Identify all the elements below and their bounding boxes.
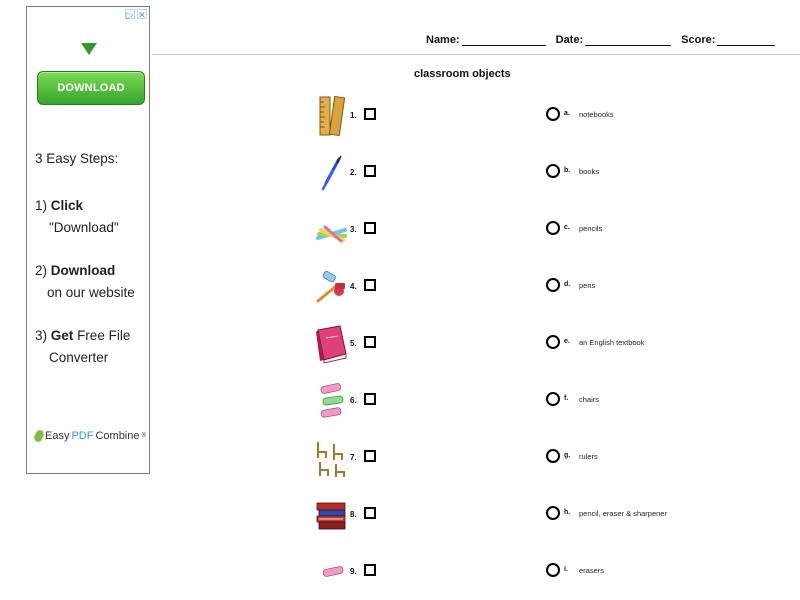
item-number: 8. bbox=[350, 510, 357, 519]
answer-box[interactable] bbox=[364, 222, 376, 234]
step-detail: on our website bbox=[47, 285, 135, 300]
answer-text: pens bbox=[579, 281, 596, 290]
item-number: 9. bbox=[350, 567, 357, 576]
answer-circle[interactable] bbox=[546, 449, 560, 463]
answer-text: pencils bbox=[579, 224, 603, 233]
ruler-icon bbox=[314, 96, 350, 136]
name-label: Name: bbox=[426, 34, 460, 46]
step-action: Download bbox=[50, 263, 116, 278]
item-number: 7. bbox=[350, 453, 357, 462]
erasers-icon bbox=[314, 381, 350, 421]
matching-row bbox=[0, 96, 800, 136]
date-field bbox=[556, 34, 672, 46]
answer-letter: d. bbox=[564, 281, 571, 288]
worksheet-title: classroom objects bbox=[414, 68, 511, 80]
date-blank bbox=[585, 34, 671, 46]
answer-circle[interactable] bbox=[546, 278, 560, 292]
textbook-icon bbox=[314, 324, 350, 364]
matching-row bbox=[0, 438, 800, 478]
arrow-down-icon bbox=[81, 43, 97, 55]
matching-row bbox=[0, 381, 800, 421]
answer-box[interactable] bbox=[364, 279, 376, 291]
brand-pdf: PDF bbox=[71, 430, 94, 442]
answer-letter: f. bbox=[564, 395, 569, 402]
chairs-icon bbox=[314, 438, 350, 478]
answer-letter: h. bbox=[564, 509, 571, 516]
answer-circle[interactable] bbox=[546, 107, 560, 121]
pencil-eraser-sharpener-icon bbox=[314, 267, 350, 307]
item-number: 5. bbox=[350, 339, 357, 348]
item-number: 2. bbox=[350, 168, 357, 177]
answer-box[interactable] bbox=[364, 108, 376, 120]
answer-box[interactable] bbox=[364, 564, 376, 576]
answer-text: books bbox=[579, 167, 600, 176]
step-detail: "Download" bbox=[49, 220, 119, 235]
answer-letter: g. bbox=[564, 452, 571, 459]
item-number: 3. bbox=[350, 225, 357, 234]
adchoices-icon[interactable]: ▷ bbox=[126, 10, 134, 20]
date-label: Date: bbox=[555, 34, 584, 46]
answer-box[interactable] bbox=[364, 393, 376, 405]
download-button[interactable]: DOWNLOAD bbox=[37, 71, 145, 105]
answer-letter: e. bbox=[564, 338, 570, 345]
step-action: Click bbox=[50, 198, 84, 213]
books-icon bbox=[314, 495, 350, 535]
answer-text: chairs bbox=[579, 395, 600, 404]
item-number: 6. bbox=[350, 396, 357, 405]
answer-text: rulers bbox=[579, 452, 598, 461]
pencils-icon bbox=[314, 210, 350, 250]
matching-row bbox=[0, 153, 800, 193]
answer-text: an English textbook bbox=[579, 338, 645, 347]
ad-choices[interactable] bbox=[125, 9, 147, 19]
header-divider bbox=[152, 54, 800, 55]
name-field bbox=[426, 34, 546, 46]
brand-trademark: ® bbox=[141, 433, 146, 439]
matching-row bbox=[0, 552, 800, 592]
matching-row bbox=[0, 324, 800, 364]
step-detail: Converter bbox=[49, 350, 109, 365]
steps-title: 3 Easy Steps: bbox=[35, 151, 119, 166]
step-number: 2) bbox=[35, 263, 48, 278]
answer-circle[interactable] bbox=[546, 164, 560, 178]
score-blank bbox=[717, 34, 775, 46]
answer-letter: c. bbox=[564, 224, 570, 231]
item-number: 4. bbox=[350, 282, 357, 291]
answer-text: pencil, eraser & sharpener bbox=[579, 509, 667, 518]
answer-box[interactable] bbox=[364, 450, 376, 462]
score-field bbox=[681, 34, 775, 46]
brand-easy: Easy bbox=[45, 430, 70, 442]
matching-row bbox=[0, 210, 800, 250]
answer-circle[interactable] bbox=[546, 335, 560, 349]
answer-letter: a. bbox=[564, 110, 570, 117]
answer-text: erasers bbox=[579, 566, 605, 575]
answer-letter: i. bbox=[564, 566, 568, 573]
answer-box[interactable] bbox=[364, 165, 376, 177]
answer-letter: b. bbox=[564, 167, 571, 174]
answer-text: notebooks bbox=[579, 110, 614, 119]
answer-circle[interactable] bbox=[546, 506, 560, 520]
matching-row bbox=[0, 495, 800, 535]
matching-row bbox=[0, 267, 800, 307]
answer-box[interactable] bbox=[364, 507, 376, 519]
brand-combine: Combine bbox=[95, 430, 140, 442]
answer-circle[interactable] bbox=[546, 563, 560, 577]
step-detail-mid: Free File bbox=[77, 328, 131, 343]
step-action: Get bbox=[50, 328, 74, 343]
answer-circle[interactable] bbox=[546, 221, 560, 235]
eraser-icon bbox=[314, 552, 350, 592]
answer-box[interactable] bbox=[364, 336, 376, 348]
header-fields bbox=[426, 34, 775, 46]
answer-circle[interactable] bbox=[546, 392, 560, 406]
item-number: 1. bbox=[350, 111, 357, 120]
pen-icon bbox=[314, 153, 350, 193]
name-blank bbox=[462, 34, 546, 46]
score-label: Score: bbox=[681, 34, 716, 46]
step-number: 3) bbox=[35, 328, 48, 343]
close-icon[interactable]: ✕ bbox=[138, 10, 146, 20]
step-number: 1) bbox=[35, 198, 48, 213]
